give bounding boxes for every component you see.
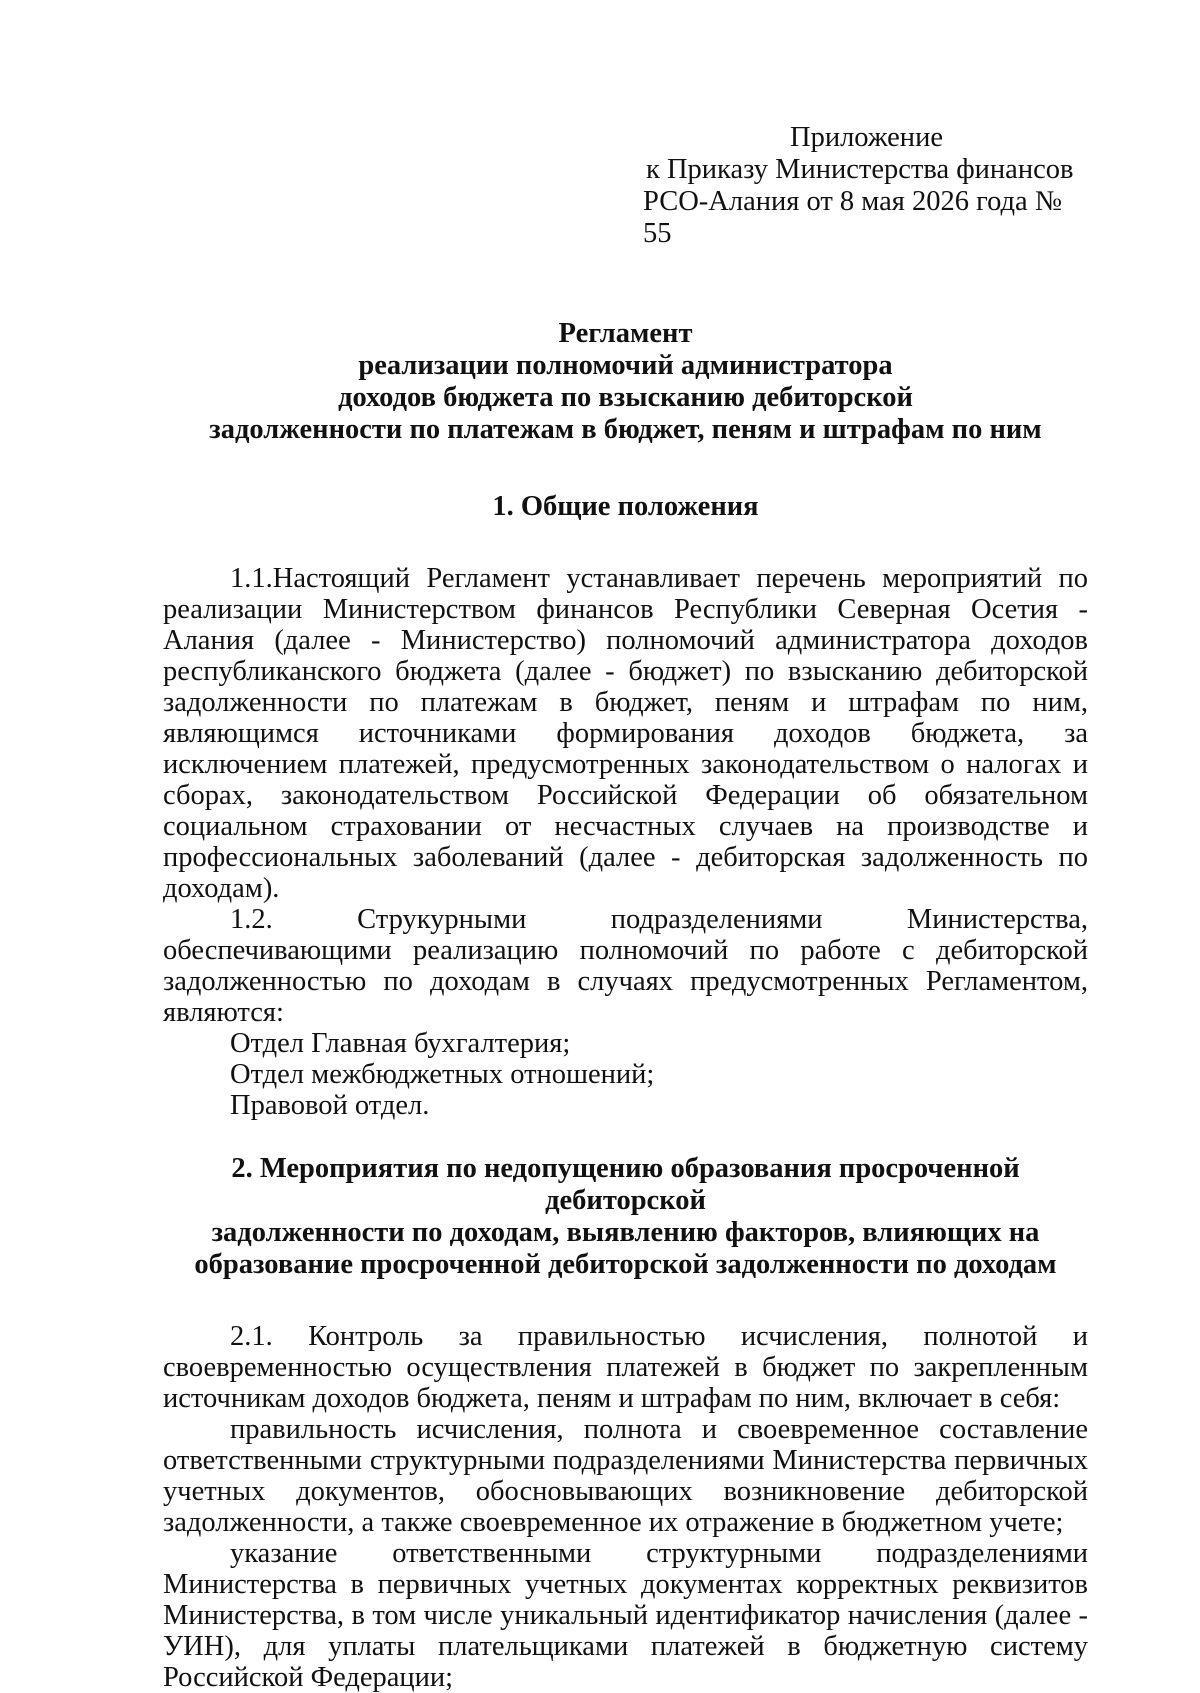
paragraph-2-1-item-a: правильность исчисления, полнота и своевременное составление ответственными структурными подразделениями Министерства первичных учетных документов, обосновывающих возникновение дебиторской задолженности, а также своевременное их отражение в бюджетном учете; (163, 1414, 1088, 1538)
section-2-heading-line-3: образование просроченной дебиторской задолженности по доходам (194, 1249, 1057, 1280)
approval-line-1: Приложение (790, 122, 943, 153)
title-line-3: доходов бюджета по взысканию дебиторской (338, 382, 913, 413)
approval-line-3: РСО-Алания от 8 мая 2026 года № 55 (643, 186, 1063, 249)
unit-item: Правовой отдел. (230, 1090, 430, 1121)
section-2-heading (163, 1153, 1088, 1281)
section-1-heading-text: 1. Общие положения (492, 491, 759, 522)
title-line-2: реализации полномочий администратора (358, 350, 893, 381)
structural-units-list (163, 1028, 1088, 1121)
title-line-4: задолженности по платежам в бюджет, пеням и штрафам по ним (209, 414, 1042, 445)
unit-item: Отдел Главная бухгалтерия; (230, 1028, 571, 1059)
paragraph-1-1: 1.1.Настоящий Регламент устанавливает перечень мероприятий по реализации Министерством финансов Республики Северная Осетия - Алания (далее - Министерство) полномочий администратора доходов республиканского бюджета (далее - бюджет) по взысканию дебиторской задолженности по платежам в бюджет, пеням и штрафам по ним, являющимся источниками формирования доходов бюджета, за исключением платежей, предусмотренных законодательством о налогах и сборах, законодательством Российской Федерации об обязательном социальном страховании от несчастных случаев на производстве и профессиональных заболеваний (далее - дебиторская задолженность по доходам). (163, 563, 1088, 904)
approval-line-2: к Приказу Министерства финансов (646, 154, 1074, 185)
section-1-heading (163, 491, 1088, 523)
document-title (163, 318, 1088, 446)
unit-item: Отдел межбюджетных отношений; (230, 1059, 655, 1090)
section-2-heading-line-1: 2. Мероприятия по недопущению образования просроченной дебиторской (231, 1153, 1020, 1216)
paragraph-2-1-item-b: указание ответственными структурными подразделениями Министерства в первичных учетных документах корректных реквизитов Министерства, в том числе уникальный идентификатор начисления (далее - УИН), для уплаты плательщиками платежей в бюджетную систему Российской Федерации; (163, 1538, 1088, 1693)
title-line-1: Регламент (558, 318, 693, 349)
paragraph-2-1: 2.1. Контроль за правильностью исчисления, полнотой и своевременностью осуществления платежей в бюджет по закрепленным источникам доходов бюджета, пеням и штрафам по ним, включает в себя: (163, 1321, 1088, 1414)
section-2-heading-line-2: задолженности по доходам, выявлению факторов, влияющих на (211, 1217, 1040, 1248)
approval-block (163, 122, 1088, 250)
paragraph-1-2: 1.2. Струкурными подразделениями Министерства, обеспечивающими реализацию полномочий по работе с дебиторской задолженностью по доходам в случаях предусмотренных Регламентом, являются: (163, 904, 1088, 1028)
